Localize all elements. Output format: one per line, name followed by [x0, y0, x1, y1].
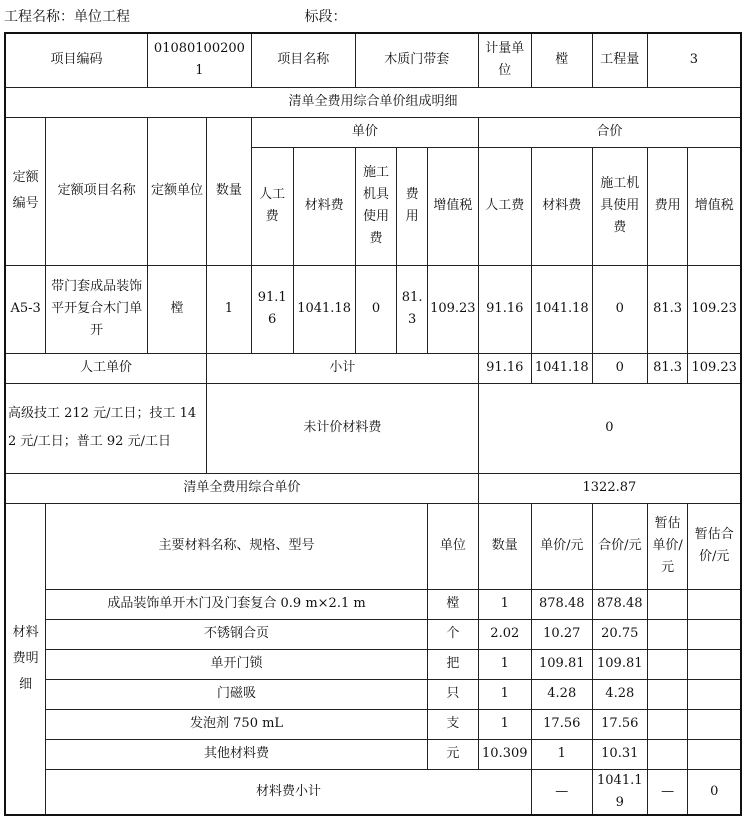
col-count: 数量 [207, 117, 252, 265]
quota-total-material: 1041.18 [531, 265, 592, 353]
col-quota-name: 定额项目名称 [46, 117, 148, 265]
subtotal-fee: 81.3 [647, 353, 688, 383]
section-label: 标段： [304, 9, 347, 25]
material-subtotal-row [5, 769, 741, 815]
material-total: 109.81 [592, 649, 647, 679]
material-total: 17.56 [592, 709, 647, 739]
subtotal-machine: 0 [592, 353, 647, 383]
material-est-price [647, 679, 688, 709]
col-material-total: 材料费 [531, 147, 592, 265]
material-qty: 1 [478, 589, 531, 619]
material-unit: 元 [427, 739, 478, 769]
material-row [5, 589, 741, 619]
quota-vat: 109.23 [427, 265, 478, 353]
item-row [5, 33, 741, 87]
material-est-total [688, 709, 741, 739]
material-est-total [688, 619, 741, 649]
mat-head-name: 主要材料名称、规格、型号 [46, 503, 428, 589]
name-value: 木质门带套 [355, 33, 478, 87]
material-est-price [647, 709, 688, 739]
col-labor-total: 人工费 [478, 147, 531, 265]
material-total: 10.31 [592, 739, 647, 769]
quota-row [5, 265, 741, 353]
quota-total-labor: 91.16 [478, 265, 531, 353]
material-est-total [688, 679, 741, 709]
material-row [5, 679, 741, 709]
material-row [5, 709, 741, 739]
material-unit: 支 [427, 709, 478, 739]
material-row [5, 619, 741, 649]
material-row [5, 649, 741, 679]
material-name: 不锈钢合页 [46, 619, 428, 649]
labor-price-label: 人工单价 [5, 353, 207, 383]
material-name: 门磁吸 [46, 679, 428, 709]
material-subtotal-price: — [531, 769, 592, 815]
material-price: 1 [531, 739, 592, 769]
labor-rates: 高级技工 212 元/工日；技工 142 元/工日；普工 92 元/工日 [5, 383, 207, 473]
material-unit: 只 [427, 679, 478, 709]
col-quota-code: 定额编号 [5, 117, 46, 265]
unpriced-label: 未计价材料费 [207, 383, 479, 473]
material-est-price [647, 619, 688, 649]
subtotal-label: 小计 [207, 353, 479, 383]
composite-label: 清单全费用综合单价 [5, 473, 478, 503]
col-quota-unit: 定额单位 [148, 117, 207, 265]
col-vat: 增值税 [427, 147, 478, 265]
quota-name: 带门套成品装饰平开复合木门单开 [46, 265, 148, 353]
material-price: 109.81 [531, 649, 592, 679]
material-total: 878.48 [592, 589, 647, 619]
material-qty: 1 [478, 679, 531, 709]
project-name: 工程名称：单位工程 [4, 9, 130, 25]
subtotal-labor: 91.16 [478, 353, 531, 383]
qty-label: 工程量 [592, 33, 647, 87]
material-unit: 把 [427, 649, 478, 679]
materials-side-label: 材料费明细 [5, 503, 46, 815]
material-est-price [647, 589, 688, 619]
code-value: 010801002001 [148, 33, 252, 87]
material-name: 单开门锁 [46, 649, 428, 679]
detail-title: 清单全费用综合单价组成明细 [5, 87, 741, 117]
material-price: 10.27 [531, 619, 592, 649]
col-machine-total: 施工机具使用费 [592, 147, 647, 265]
mat-head-qty: 数量 [478, 503, 531, 589]
col-total: 合价 [478, 117, 741, 147]
mat-head-price: 单价/元 [531, 503, 592, 589]
material-qty: 1 [478, 709, 531, 739]
unit-price-analysis-table [4, 32, 742, 816]
material-row [5, 739, 741, 769]
unit-label: 计量单位 [478, 33, 531, 87]
subtotal-material: 1041.18 [531, 353, 592, 383]
qty-value: 3 [647, 33, 741, 87]
material-est-price [647, 739, 688, 769]
material-subtotal-label: 材料费小计 [46, 769, 532, 815]
unit-value: 樘 [531, 33, 592, 87]
subtotal-vat: 109.23 [688, 353, 741, 383]
mat-head-total: 合价/元 [592, 503, 647, 589]
unpriced-value: 0 [478, 383, 741, 473]
col-vat-total: 增值税 [688, 147, 741, 265]
material-qty: 1 [478, 649, 531, 679]
material-name: 成品装饰单开木门及门套复合 0.9 m×2.1 m [46, 589, 428, 619]
col-fee: 费用 [397, 147, 428, 265]
composite-value: 1322.87 [478, 473, 741, 503]
col-material: 材料费 [293, 147, 355, 265]
subtotal-row [5, 353, 741, 383]
page-header [4, 6, 346, 26]
material-price: 17.56 [531, 709, 592, 739]
material-subtotal-est-total: 0 [688, 769, 741, 815]
material-qty: 10.309 [478, 739, 531, 769]
quota-fee: 81.3 [397, 265, 428, 353]
mat-head-est-total: 暂估合价/元 [688, 503, 741, 589]
material-total: 20.75 [592, 619, 647, 649]
material-unit: 樘 [427, 589, 478, 619]
material-est-price [647, 649, 688, 679]
material-est-total [688, 649, 741, 679]
quota-machine: 0 [355, 265, 397, 353]
material-est-total [688, 739, 741, 769]
material-unit: 个 [427, 619, 478, 649]
col-labor: 人工费 [251, 147, 293, 265]
material-qty: 2.02 [478, 619, 531, 649]
quota-total-machine: 0 [592, 265, 647, 353]
quota-count: 1 [207, 265, 252, 353]
col-machine: 施工机具使用费 [355, 147, 397, 265]
col-unit-price: 单价 [251, 117, 478, 147]
mat-head-est-price: 暂估单价/元 [647, 503, 688, 589]
mat-head-unit: 单位 [427, 503, 478, 589]
material-est-total [688, 589, 741, 619]
material-name: 发泡剂 750 mL [46, 709, 428, 739]
quota-code: A5-3 [5, 265, 46, 353]
code-label: 项目编码 [5, 33, 148, 87]
material-subtotal-total: 1041.19 [592, 769, 647, 815]
name-label: 项目名称 [251, 33, 355, 87]
quota-unit: 樘 [148, 265, 207, 353]
material-price: 4.28 [531, 679, 592, 709]
quota-total-fee: 81.3 [647, 265, 688, 353]
material-subtotal-est-price: — [647, 769, 688, 815]
quota-material: 1041.18 [293, 265, 355, 353]
col-fee-total: 费用 [647, 147, 688, 265]
quota-labor: 91.16 [251, 265, 293, 353]
material-total: 4.28 [592, 679, 647, 709]
quota-total-vat: 109.23 [688, 265, 741, 353]
material-price: 878.48 [531, 589, 592, 619]
material-name: 其他材料费 [46, 739, 428, 769]
